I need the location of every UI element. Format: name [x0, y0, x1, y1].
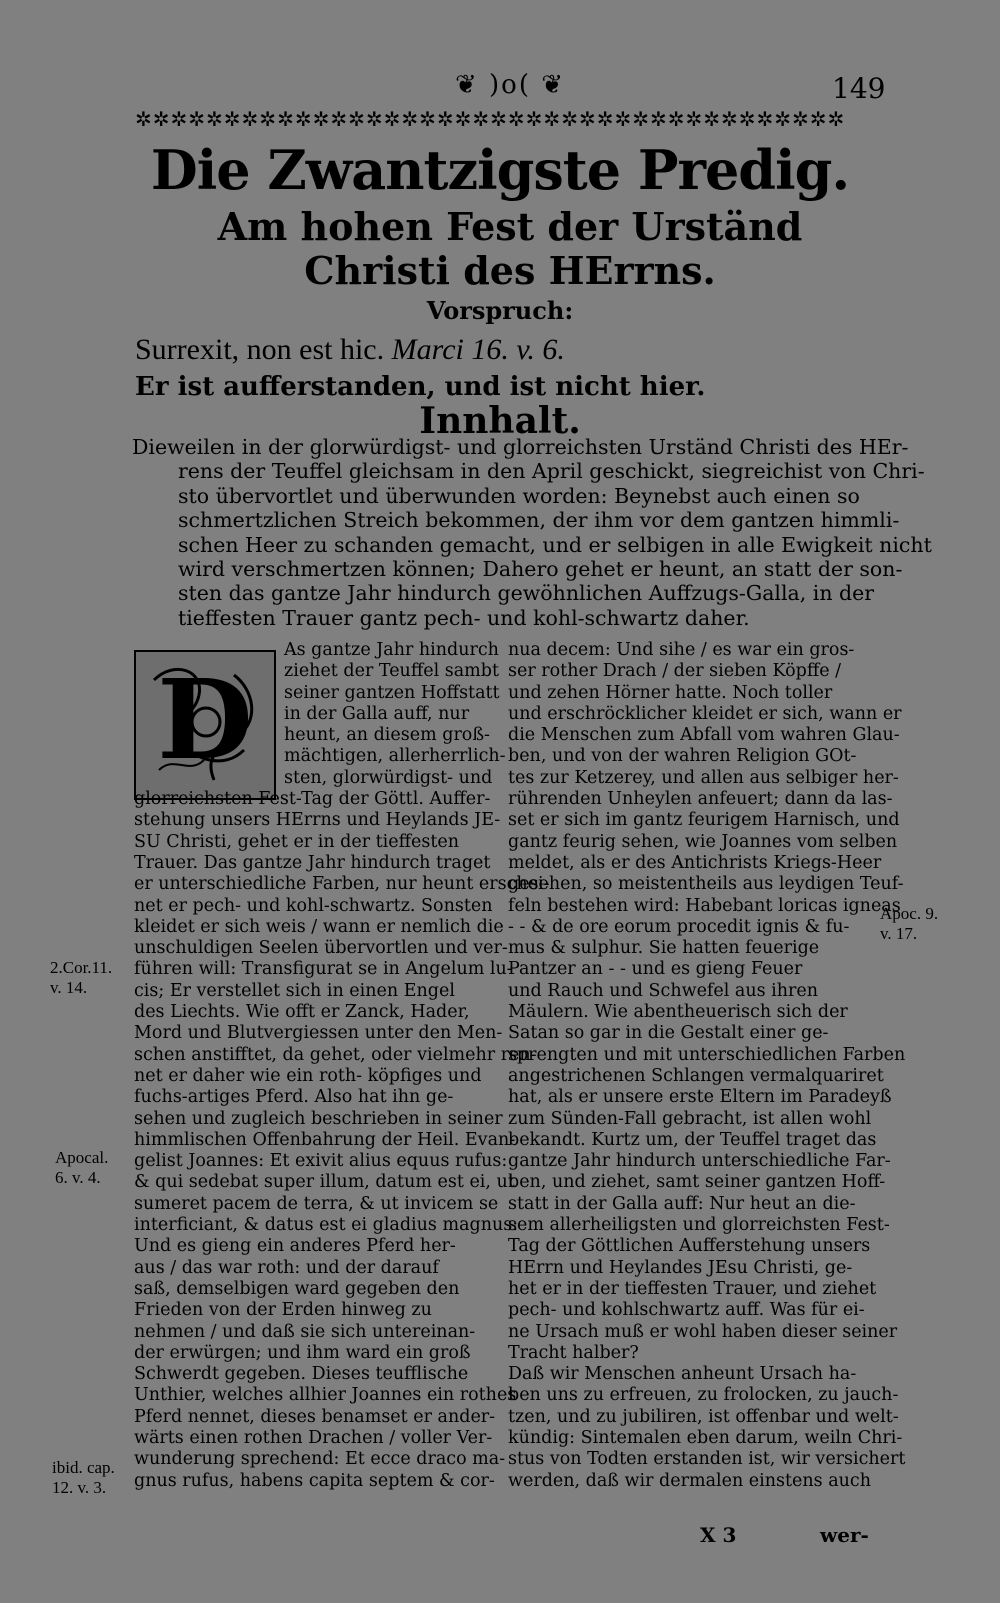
- summary-line: tieffesten Trauer gantz pech- und kohl-schwartz daher.: [178, 605, 750, 630]
- column-line: Trauer. Das gantze Jahr hindurch traget: [134, 852, 491, 873]
- page-number: 149: [832, 72, 886, 105]
- signature-mark: X 3: [700, 1523, 737, 1547]
- column-line: Und es gieng ein anderes Pferd her-: [134, 1236, 456, 1257]
- innhalt-label: Innhalt.: [419, 400, 581, 442]
- column-line: sprengten und mit unterschiedlichen Farben: [508, 1044, 906, 1065]
- column-line: kündig: Sintemalen eben darum, weiln Chri-: [508, 1427, 903, 1448]
- column-line: und Rauch und Schwefel aus ihren: [508, 980, 819, 1001]
- column-line: tzen, und zu jubiliren, ist offenbar und welt-: [508, 1406, 899, 1427]
- column-line: het er in der tieffesten Trauer, und ziehet: [508, 1278, 877, 1299]
- column-line: fuchs-artiges Pferd. Also hat ihn ge-: [134, 1087, 454, 1108]
- column-line: Pantzer an - - und es gieng Feuer: [508, 959, 803, 980]
- column-line: ziehet der Teuffel sambt: [284, 661, 500, 682]
- column-line: angestrichenen Schlangen vermalquariret: [508, 1065, 884, 1086]
- column-line: gantze Jahr hindurch unterschiedliche Far-: [508, 1151, 891, 1172]
- column-line: mächtigen, allerherrlich-: [284, 746, 506, 767]
- column-line: hat, als er unsere erste Eltern im Paradeyß: [508, 1087, 892, 1108]
- column-line: Satan so gar in die Gestalt einer ge-: [508, 1023, 829, 1044]
- column-line: gesehen, so meistentheils aus leydigen Teuf-: [508, 874, 904, 895]
- column-line: - - & de ore eorum procedit ignis & fu-: [508, 916, 850, 937]
- column-line: gantz feurig sehen, wie Joannes vom selben: [508, 831, 898, 852]
- latin-verse: [135, 333, 565, 367]
- summary-line: schmertzlichen Streich bekommen, der ihm vor dem gantzen himmli-: [178, 508, 900, 533]
- latin-verse-reference: Marci 16. v. 6.: [391, 333, 565, 366]
- summary-line: schen Heer zu schanden gemacht, und er selbigen in alle Ewigkeit nicht: [178, 532, 932, 557]
- margin-note-line: 12. v. 3.: [52, 1478, 107, 1497]
- margin-note-apoc-9: [880, 904, 938, 944]
- column-line: wärts einen rothen Drachen / voller Ver-: [134, 1427, 493, 1448]
- column-line: ben, und von der wahren Religion GOt-: [508, 746, 857, 767]
- column-line: Tag der Göttlichen Aufferstehung unsers: [508, 1236, 871, 1257]
- summary-line: rens der Teuffel gleichsam in den April geschickt, siegreichist von Chri-: [178, 459, 925, 484]
- margin-note-line: ibid. cap.: [52, 1458, 115, 1477]
- column-line: saß, demselbigen ward gegeben den: [134, 1278, 460, 1299]
- column-line: rührenden Unheylen anfeuert; dann da las-: [508, 789, 893, 810]
- column-line: sumeret pacem de terra, & ut invicem se: [134, 1193, 499, 1214]
- column-line: die Menschen zum Abfall vom wahren Glau-: [508, 725, 900, 746]
- summary-line: sto übervortlet und überwunden worden: Beynebst auch einen so: [178, 483, 860, 508]
- column-line: sem allerheiligsten und glorreichsten Fest-: [508, 1215, 890, 1236]
- column-line: net er pech- und kohl-schwartz. Sonsten: [134, 895, 493, 916]
- column-line: gnus rufus, habens capita septem & cor-: [134, 1470, 495, 1491]
- summary-line: Dieweilen in der glorwürdigst- und glorreichsten Urständ Christi des HEr-: [132, 435, 909, 459]
- column-line: Mord und Blutvergiessen unter den Men-: [134, 1023, 503, 1044]
- column-line: Unthier, welches allhier Joannes ein rothes: [134, 1385, 517, 1406]
- column-line: & qui sedebat super illum, datum est ei, ut: [134, 1172, 515, 1193]
- column-line: ben uns zu erfreuen, zu frolocken, zu jauch-: [508, 1385, 899, 1406]
- column-line: stus von Todten erstanden ist, wir versichert: [508, 1449, 906, 1470]
- column-line: schen anstifftet, da gehet, oder vielmehr ren-: [134, 1044, 537, 1065]
- german-verse: Er ist aufferstanden, und ist nicht hier.: [135, 372, 706, 402]
- column-line: feln bestehen wird: Habebant loricas igneas: [508, 895, 901, 916]
- column-line: nua decem: Und sihe / es war ein gros-: [508, 640, 855, 660]
- column-line: und zehen Hörner hatte. Noch toller: [508, 682, 833, 703]
- column-line: aus / das war roth: und der darauf: [134, 1257, 439, 1278]
- margin-note-line: v. 17.: [880, 924, 918, 943]
- column-line: seiner gantzen Hoffstatt: [284, 682, 500, 703]
- column-line: glorreichsten Fest-Tag der Göttl. Auffer-: [134, 789, 491, 810]
- margin-note-line: v. 14.: [50, 978, 88, 997]
- column-line: net er daher wie ein roth- köpfiges und: [134, 1065, 482, 1086]
- column-line: heunt, an diesem groß-: [284, 725, 490, 746]
- vorspruch-label: Vorspruch:: [426, 296, 574, 325]
- column-line: der erwürgen; und ihm ward ein groß: [134, 1342, 471, 1363]
- column-line: ser rother Drach / der sieben Köpffe /: [508, 661, 842, 682]
- column-line: Frieden von der Erden hinweg zu: [134, 1300, 432, 1321]
- column-line: bekandt. Kurtz um, der Teuffel traget das: [508, 1129, 877, 1150]
- column-line: cis; Er verstellet sich in einen Engel: [134, 980, 455, 1001]
- margin-note-line: 6. v. 4.: [55, 1168, 101, 1187]
- column-line: statt in der Galla auff: Nur heut an die-: [508, 1193, 856, 1214]
- column-line: stehung unsers HErrns und Heylands JE-: [134, 810, 501, 831]
- column-line: mus & sulphur. Sie hatten feuerige: [508, 938, 820, 959]
- column-line: tes zur Ketzerey, und allen aus selbiger her-: [508, 767, 899, 788]
- column-line: sehen und zugleich beschrieben in seiner: [134, 1108, 503, 1129]
- column-line: interficiant, & datus est ei gladius magnus:: [134, 1215, 519, 1236]
- header-ornament: ❦ )o( ❦: [454, 70, 566, 100]
- summary-paragraph: [132, 435, 932, 630]
- ornamental-rule: ✲✲✲✲✲✲✲✲✲✲✲✲✲✲✲✲✲✲✲✲✲✲✲✲✲✲✲✲✲✲✲✲✲✲✲✲✲✲✲✲: [135, 107, 846, 131]
- column-line: SU Christi, gehet er in der tieffesten: [134, 831, 460, 852]
- column-line: himmlischen Offenbahrung der Heil. Evan-: [134, 1129, 516, 1150]
- left-column: [134, 640, 550, 1492]
- catchword: wer-: [820, 1523, 869, 1547]
- column-line: meldet, als er des Antichrists Kriegs-Heer: [508, 852, 882, 873]
- margin-note-line: Apocal.: [55, 1148, 109, 1167]
- margin-note-line: 2.Cor.11.: [50, 958, 113, 977]
- column-line: des Liechts. Wie offt er Zanck, Hader,: [134, 1002, 470, 1023]
- column-line: in der Galla auff, nur: [284, 703, 470, 724]
- column-line: werden, daß wir dermalen einstens auch: [508, 1470, 871, 1491]
- column-line: pech- und kohlschwartz auff. Was für ei-: [508, 1300, 865, 1321]
- margin-note-line: Apoc. 9.: [880, 904, 939, 923]
- column-line: ne Ursach muß er wohl haben dieser seiner: [508, 1321, 898, 1342]
- column-line: set er sich im gantz feurigem Harnisch, und: [508, 810, 900, 831]
- column-line: führen will: Transfigurat se in Angelum lu-: [134, 959, 513, 980]
- column-line: Pferd nennet, dieses benamset er ander-: [134, 1406, 496, 1427]
- sermon-title: Die Zwantzigste Predig.: [150, 138, 850, 202]
- column-line: kleidet er sich weis / wann er nemlich die: [134, 916, 504, 937]
- sermon-subtitle: Am hohen Fest der Urständ Christi des HErrns.: [217, 204, 803, 293]
- margin-note-apocal-6: [55, 1148, 108, 1188]
- column-line: zum Sünden-Fall gebracht, ist allen wohl: [508, 1108, 872, 1129]
- margin-note-2cor: [50, 958, 112, 998]
- column-line: Schwerdt gegeben. Dieses teufflische: [134, 1364, 469, 1385]
- summary-line: sten das gantze Jahr hindurch gewöhnlichen Auffzugs-Galla, in der: [178, 581, 875, 606]
- column-line: nehmen / und daß sie sich untereinan-: [134, 1321, 476, 1342]
- latin-verse-text: Surrexit, non est hic.: [135, 333, 385, 366]
- column-line: As gantze Jahr hindurch: [284, 640, 499, 660]
- column-line: sten, glorwürdigst- und: [284, 767, 493, 788]
- column-line: ben, und ziehet, samt seiner gantzen Hoff-: [508, 1172, 886, 1193]
- column-line: HErrn und Heylandes JEsu Christi, ge-: [508, 1257, 853, 1278]
- column-line: er unterschiedliche Farben, nur heunt erschei-: [134, 874, 550, 895]
- margin-note-ibid: [52, 1458, 115, 1498]
- column-line: und erschröcklicher kleidet er sich, wann er: [508, 703, 902, 724]
- column-line: Daß wir Menschen anheunt Ursach ha-: [508, 1364, 857, 1385]
- column-line: gelist Joannes: Et exivit alius equus rufus:: [134, 1151, 508, 1172]
- column-line: Tracht halber?: [508, 1342, 639, 1363]
- column-line: wunderung sprechend: Et ecce draco ma-: [134, 1449, 506, 1470]
- summary-line: wird verschmertzen können; Dahero gehet er heunt, an statt der son-: [178, 557, 903, 582]
- column-line: Mäulern. Wie abentheuerisch sich der: [508, 1002, 848, 1023]
- column-line: unschuldigen Seelen übervortlen und ver-: [134, 938, 508, 959]
- initial-letter: D: [157, 655, 253, 784]
